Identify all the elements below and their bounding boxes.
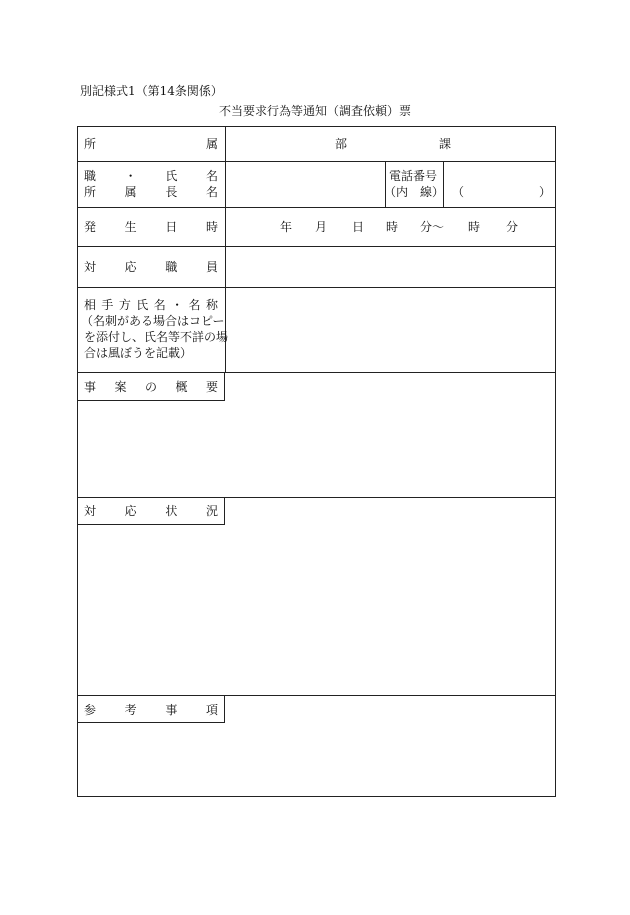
label-char: 長 [165,185,178,199]
label-char: 案 [114,380,127,394]
reference-field[interactable] [228,698,554,794]
occurred-label [84,220,218,235]
label-char: 所 [84,137,97,151]
label-char: 職 [84,169,97,183]
label-char: ・ [124,169,137,183]
column-divider [385,161,386,207]
document-title: 不当要求行為等通知（調査依頼）票 [218,104,411,118]
phone-label: 電話番号 [389,169,438,183]
status-field[interactable] [228,500,554,693]
dept-unit: 部 [335,137,348,151]
affiliation-label [84,137,218,152]
unit-year: 年 [280,220,293,234]
label-char: 氏 [136,298,149,312]
staff-label [84,260,218,275]
label-char: 発 [84,220,97,234]
label-char: 生 [124,220,137,234]
section-field[interactable] [358,129,436,159]
label-char: 日 [165,220,178,234]
label-char: 事 [165,703,178,717]
unit-day: 日 [352,220,365,234]
label-char: 所 [84,185,97,199]
column-divider [443,161,444,207]
counterpart-note-1: （名刺がある場合はコピー [81,314,225,328]
section-unit: 課 [439,137,452,151]
counterpart-note-2: を添付し、氏名等不詳の場 [84,330,229,344]
label-char: 方 [118,298,131,312]
unit-minute-to: 分 [506,220,519,234]
unit-hour-to: 時 [468,220,481,234]
label-char: 概 [175,380,188,394]
label-char: 事 [84,380,97,394]
label-char: 況 [205,504,218,518]
label-char: 相 [84,298,97,312]
label-char: 対 [84,504,97,518]
label-char: 項 [205,703,218,717]
unit-month: 月 [315,220,328,234]
label-char: 名 [188,298,201,312]
staff-field[interactable] [228,249,554,285]
label-char: 参 [84,703,97,717]
paren-close: ） [539,185,552,199]
label-char: 手 [101,298,114,312]
label-char: 属 [205,137,218,151]
counterpart-field[interactable] [228,290,554,370]
label-char: 時 [205,220,218,234]
manager-name-label [84,185,218,200]
label-char: 要 [205,380,218,394]
label-char: 名 [205,185,218,199]
row-divider [78,246,555,247]
label-char: 応 [124,260,137,274]
occurred-datetime-field[interactable] [228,209,554,244]
label-char: 属 [124,185,137,199]
dept-field[interactable] [228,129,328,159]
status-label [84,504,218,519]
label-char: 考 [124,703,137,717]
row-divider [78,161,555,162]
label-char: 対 [84,260,97,274]
name-field[interactable] [228,163,382,205]
form-table [77,126,556,797]
unit-hour: 時 [386,220,399,234]
label-char: 状 [165,504,178,518]
position-name-label [84,169,218,184]
paren-open: （ [452,185,465,199]
label-char: 称 [205,298,218,312]
label-char: 職 [165,260,178,274]
reference-label [84,703,218,718]
phone-field[interactable] [446,163,554,205]
label-char: 氏 [165,169,178,183]
row-divider [78,287,555,288]
form-id: 別記様式1（第14条関係） [80,84,223,98]
label-char: 員 [205,260,218,274]
summary-field[interactable] [228,375,554,495]
label-char: ・ [171,298,184,312]
unit-minute-from: 分〜 [420,220,445,234]
label-char: 応 [124,504,137,518]
label-char: 名 [153,298,166,312]
extension-label: （内 線） [384,185,445,199]
counterpart-note-3: 合は風ぼうを記載） [84,346,193,360]
label-char: 名 [205,169,218,183]
row-divider [78,207,555,208]
summary-label [84,380,218,395]
label-char: の [144,380,157,394]
counterpart-label [84,298,218,313]
